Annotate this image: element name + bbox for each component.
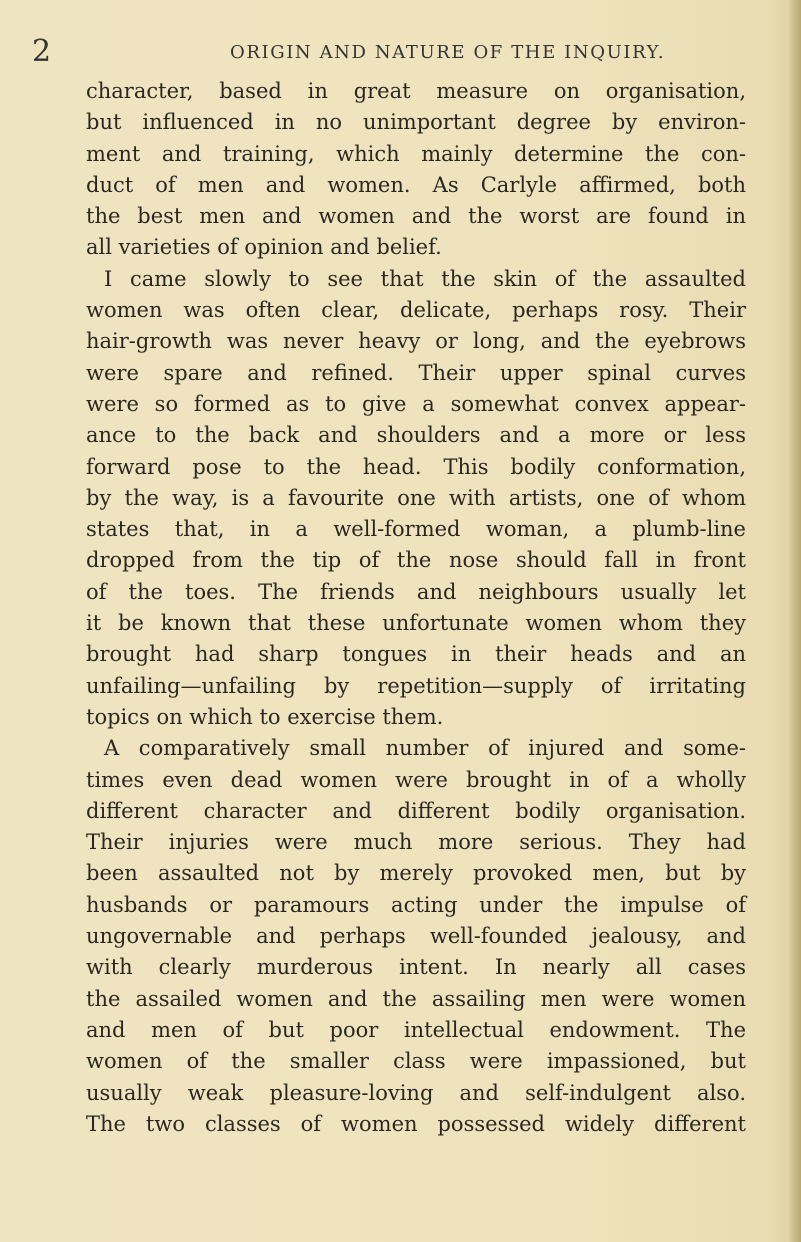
text-line: states that, in a well-formed woman, a plumb-line — [86, 517, 746, 542]
text-line: ment and training, which mainly determine the con- — [86, 141, 746, 166]
text-line: ance to the back and shoulders and a more or less — [86, 423, 746, 448]
text-line: A comparatively small number of injured and some- — [104, 736, 746, 761]
text-line: ungovernable and perhaps well-founded jealousy, and — [86, 924, 746, 949]
body-text — [86, 76, 746, 1140]
text-line: I came slowly to see that the skin of the assaulted — [104, 266, 746, 291]
text-line: times even dead women were brought in of a wholly — [86, 767, 746, 792]
text-line: character, based in great measure on organisation, — [86, 79, 746, 103]
text-line: dropped from the tip of the nose should fall in front — [86, 548, 746, 573]
running-head: ORIGIN AND NATURE OF THE INQUIRY. — [230, 42, 666, 63]
text-line: hair-growth was never heavy or long, and the eyebrows — [86, 329, 746, 354]
text-line: brought had sharp tongues in their heads and an — [86, 642, 746, 667]
text-line: of the toes. The friends and neighbours usually let — [86, 579, 746, 604]
text-line: topics on which to exercise them. — [86, 704, 444, 729]
text-line: all varieties of opinion and belief. — [86, 235, 442, 260]
text-line: and men of but poor intellectual endowment. The — [86, 1017, 746, 1042]
text-line: women of the smaller class were impassioned, but — [86, 1049, 746, 1074]
page-number: 2 — [32, 34, 52, 69]
text-line: different character and different bodily organisation. — [86, 798, 746, 823]
text-line: The two classes of women possessed widely different — [86, 1111, 746, 1136]
text-line: Their injuries were much more serious. They had — [86, 830, 746, 855]
text-line: by the way, is a favourite one with artists, one of whom — [86, 485, 746, 510]
text-line: been assaulted not by merely provoked men, but by — [86, 861, 746, 886]
text-line: the best men and women and the worst are found in — [86, 204, 746, 229]
text-line: husbands or paramours acting under the impulse of — [86, 892, 746, 917]
text-line: the assailed women and the assailing men were women — [86, 986, 746, 1011]
text-line: women was often clear, delicate, perhaps rosy. Their — [86, 298, 746, 323]
text-line: were spare and refined. Their upper spinal curves — [86, 360, 746, 385]
text-line: unfailing—unfailing by repetition—supply of irritating — [86, 673, 746, 698]
text-line: but influenced in no unimportant degree by environ- — [86, 110, 746, 135]
text-line: duct of men and women. As Carlyle affirmed, both — [86, 172, 746, 197]
page-header — [0, 34, 801, 70]
text-line: were so formed as to give a somewhat convex appear- — [86, 391, 746, 416]
text-line: with clearly murderous intent. In nearly all cases — [86, 955, 746, 980]
text-line: it be known that these unfortunate women whom they — [86, 611, 746, 636]
text-line: usually weak pleasure-loving and self-indulgent also. — [86, 1080, 746, 1105]
page-edge-shadow — [787, 0, 801, 1242]
text-line: forward pose to the head. This bodily conformation, — [86, 454, 746, 479]
